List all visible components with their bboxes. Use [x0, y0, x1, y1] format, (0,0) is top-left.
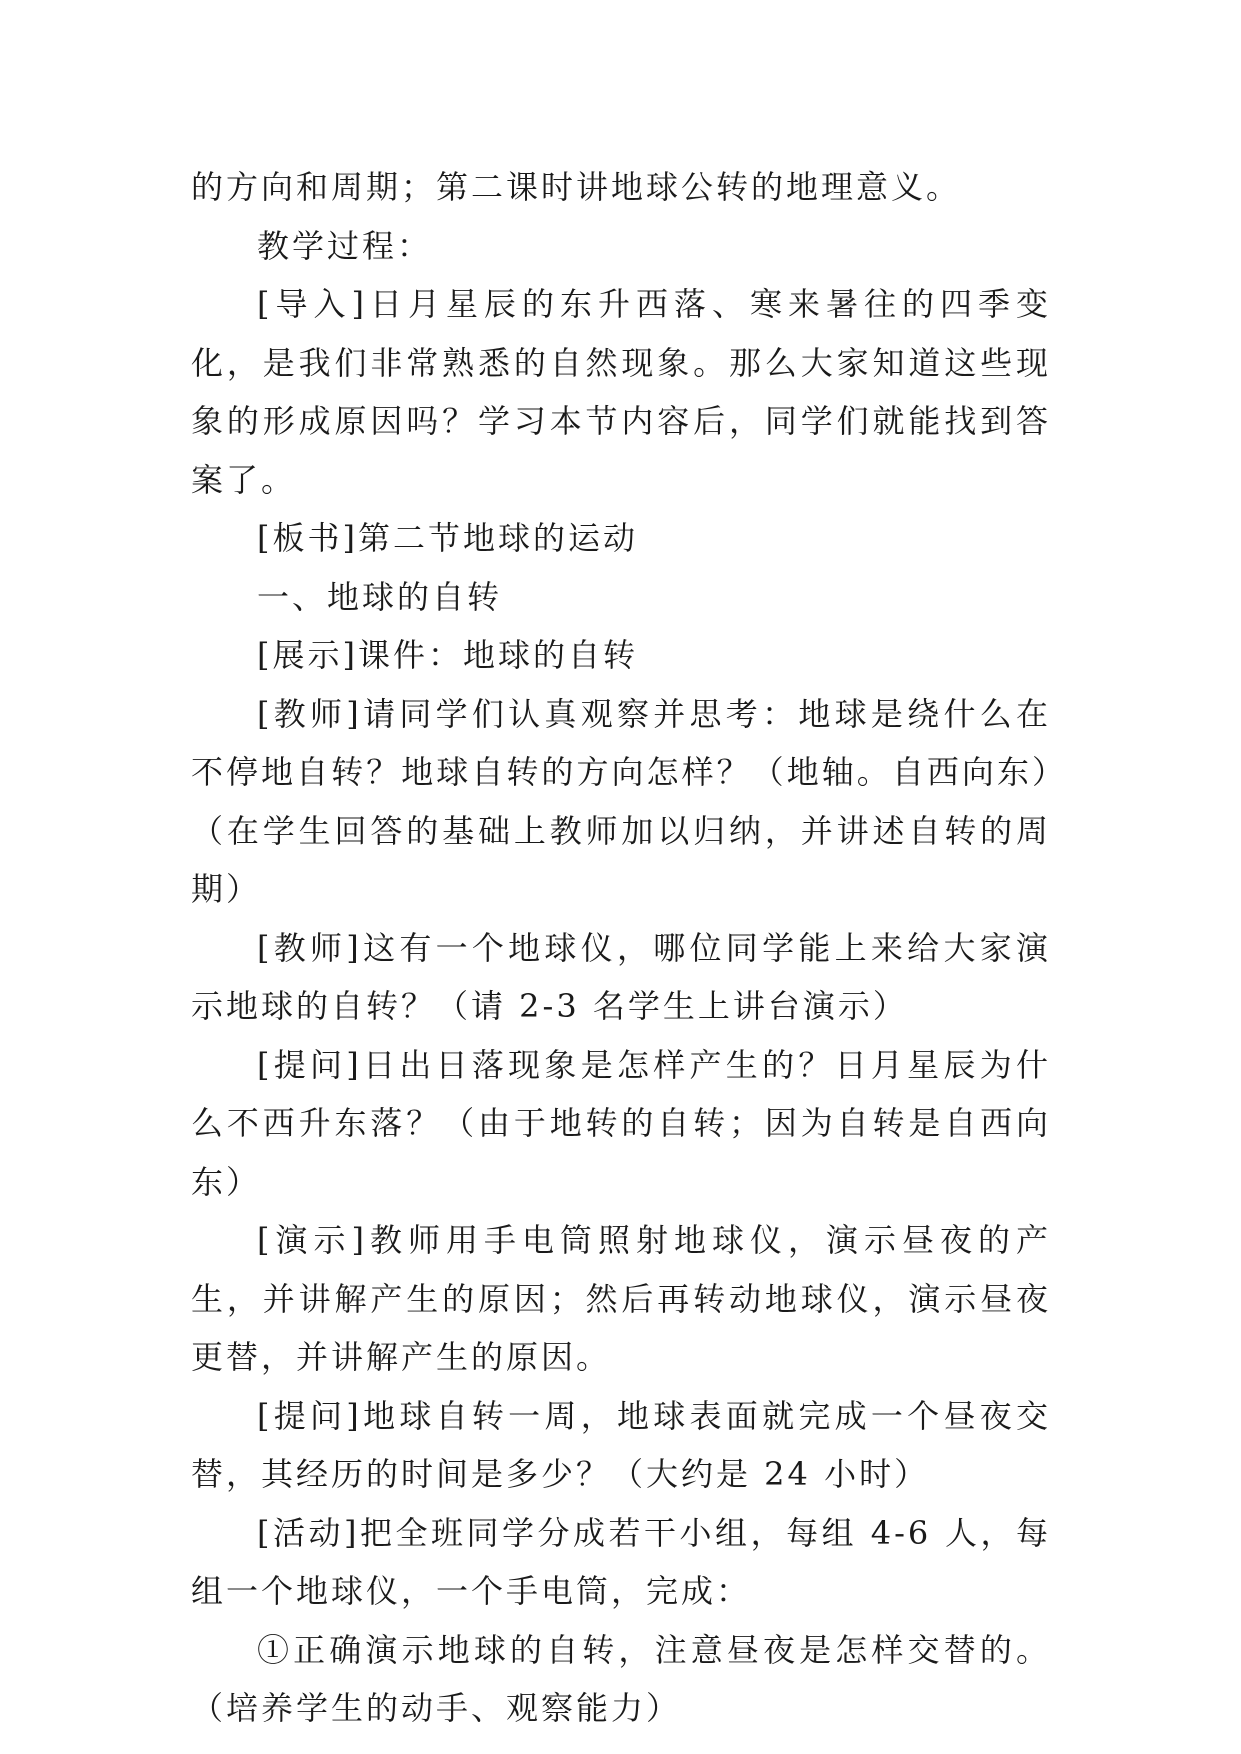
- paragraph-blackboard: [板书]第二节地球的运动: [257, 519, 638, 557]
- paragraph-activity-item-1: ①正确演示地球的自转，注意昼夜是怎样交替的。（培养学生的动手、观察能力）: [191, 1630, 1051, 1727]
- paragraph-introduction: [导入]日月星辰的东升西落、寒来暑往的四季变化，是我们非常熟悉的自然现象。那么大家知道这些现象的形成原因吗？学习本节内容后，同学们就能找到答案了。: [191, 285, 1051, 499]
- paragraph-activity: [活动]把全班同学分成若干小组，每组 4-6 人，每组一个地球仪，一个手电筒，完成：: [191, 1513, 1051, 1610]
- paragraph-teacher-question: [教师]请同学们认真观察并思考：地球是绕什么在不停地自转？地球自转的方向怎样？（地轴。自西向东）（在学生回答的基础上教师加以归纳，并讲述自转的周期）: [191, 694, 1051, 908]
- paragraph-continuation: 的方向和周期；第二课时讲地球公转的地理意义。: [191, 168, 962, 206]
- paragraph-teaching-process-heading: 教学过程：: [257, 226, 433, 265]
- paragraph-section-heading: 一、地球的自转: [257, 577, 503, 616]
- paragraph-demonstration: [演示]教师用手电筒照射地球仪，演示昼夜的产生，并讲解产生的原因；然后再转动地球仪，演示昼夜更替，并讲解产生的原因。: [191, 1221, 1051, 1376]
- paragraph-teacher-globe: [教师]这有一个地球仪，哪位同学能上来给大家演示地球的自转？（请 2-3 名学生上讲台演示）: [191, 928, 1051, 1025]
- paragraph-display: [展示]课件：地球的自转: [257, 636, 638, 674]
- document-page: [191, 158, 1051, 1738]
- paragraph-question-duration: [提问]地球自转一周，地球表面就完成一个昼夜交替，其经历的时间是多少？（大约是 24 小时）: [191, 1396, 1051, 1493]
- paragraph-question-sunrise: [提问]日出日落现象是怎样产生的？日月星辰为什么不西升东落？（由于地转的自转；因为自转是自西向东）: [191, 1045, 1051, 1201]
